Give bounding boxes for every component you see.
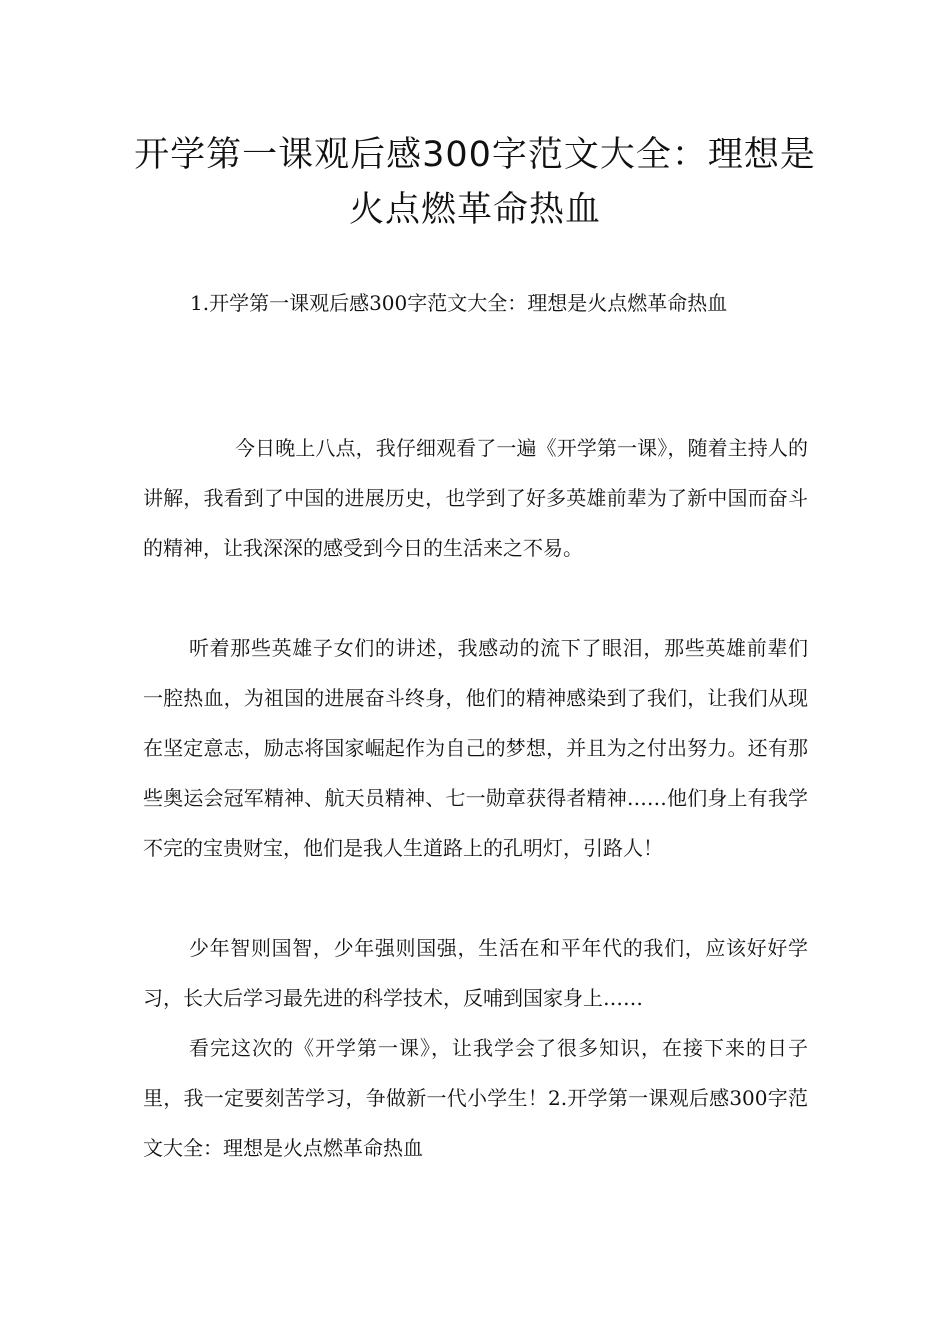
- paragraph-2: 听着那些英雄子女们的讲述，我感动的流下了眼泪，那些英雄前辈们一腔热血，为祖国的进展奋斗终身，他们的精神感染到了我们，让我们从现在坚定意志，励志将国家崛起作为自己的梦想，并且为之付出努力。还有那些奥运会冠军精神、航天员精神、七一勋章获得者精神……他们身上有我学不完的宝贵财宝，他们是我人生道路上的孔明灯，引路人！: [143, 636, 808, 860]
- paragraph-1: 今日晚上八点，我仔细观看了一遍《开学第一课》，随着主持人的讲解，我看到了中国的进展历史，也学到了好多英雄前辈为了新中国而奋斗的精神，让我深深的感受到今日的生活来之不易。: [143, 436, 808, 560]
- paragraph-3: 少年智则国智，少年强则国强，生活在和平年代的我们，应该好好学习，长大后学习最先进的科学技术，反哺到国家身上……: [143, 936, 808, 1010]
- document-subtitle: 1.开学第一课观后感300字范文大全：理想是火点燃革命热血: [190, 291, 728, 315]
- document-title: 开学第一课观后感300字范文大全：理想是火点燃革命热血: [134, 135, 816, 230]
- paragraph-4: 看完这次的《开学第一课》，让我学会了很多知识，在接下来的日子里，我一定要刻苦学习，争做新一代小学生！2.开学第一课观后感300字范文大全：理想是火点燃革命热血: [143, 1036, 808, 1160]
